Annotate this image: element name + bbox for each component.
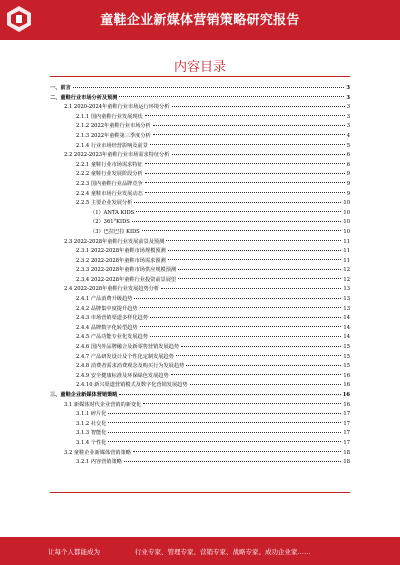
toc-entry-label: 3.1.3 智能化 [76, 430, 107, 437]
toc-entry-page-number: 18 [343, 459, 350, 466]
toc-dot-leader [119, 394, 340, 395]
toc-entry-page-number: 6 [346, 152, 350, 159]
toc-entry-label: 2.3 2022-2028年童鞋行业发展前景及预测 [64, 238, 165, 245]
toc-entry[interactable] [50, 113, 350, 123]
toc-dot-leader [145, 182, 345, 183]
footer-slogan-right: 行业专家、管理专家、营销专家、战略专家、成功企业家…… [135, 548, 311, 556]
toc-entry-page-number: 10 [343, 228, 350, 235]
toc-entry[interactable] [50, 180, 350, 190]
toc-entry[interactable] [50, 218, 350, 228]
toc-entry-label: 2.4.4 品牌数字化转型趋势 [76, 324, 138, 331]
toc-entry-page-number: 11 [343, 248, 350, 255]
toc-entry-label: 3.1.4 个性化 [76, 439, 107, 446]
toc-dot-leader [140, 326, 342, 327]
toc-entry[interactable] [50, 142, 350, 152]
toc-entry-label: 2.4.9 安全健康标准及环保绿色发展趋势 [76, 372, 169, 379]
toc-dot-leader [153, 125, 345, 126]
toc-entry-page-number: 9 [346, 171, 350, 178]
toc-dot-leader [108, 413, 341, 414]
toc-dot-leader [145, 192, 345, 193]
toc-entry[interactable] [50, 266, 350, 276]
toc-entry-page-number: 14 [343, 334, 350, 341]
toc-entry[interactable] [50, 247, 350, 257]
toc-entry[interactable] [50, 362, 350, 372]
toc-entry[interactable] [50, 449, 350, 459]
toc-entry[interactable] [50, 314, 350, 324]
toc-entry-label: 2.2.1 童鞋行业市场需求特征 [76, 161, 143, 168]
toc-dot-leader [145, 115, 345, 116]
toc-entry-label: 2.3.1 2022-2028年童鞋市场规模预测 [76, 248, 166, 255]
toc-entry-label: 3.1.2 社交化 [76, 420, 107, 427]
toc-entry-label: 2.4 2022-2028年童鞋行业发展趋势分析 [64, 286, 160, 293]
toc-entry-page-number: 11 [343, 238, 350, 245]
toc-dot-leader [108, 422, 341, 423]
toc-entry-label: 3.2.1 内容营销策略 [76, 459, 122, 466]
footer-slogan-left: 让每个人都能成为 [48, 548, 100, 556]
toc-entry-label: 2.4.8 消费者需求消费观念及购买行为发展趋势 [76, 363, 185, 370]
toc-dot-leader [145, 163, 345, 164]
toc-entry-label: 2.4.5 产品功能专业化发展趋势 [76, 334, 148, 341]
toc-entry-page-number: 13 [343, 286, 350, 293]
toc-entry-page-number: 16 [343, 401, 350, 408]
toc-entry-label: 2.2.4 童鞋市场行业发展动态 [76, 190, 143, 197]
toc-entry-label: （1）ANTA KIDS [90, 209, 135, 216]
toc-entry[interactable] [50, 209, 350, 219]
toc-entry-label: 三、童鞋企业新媒体营销策略 [50, 392, 118, 398]
toc-entry-page-number: 9 [346, 180, 350, 187]
toc-dot-leader [133, 451, 341, 452]
toc-dot-leader [181, 346, 341, 347]
toc-entry[interactable] [50, 420, 350, 430]
toc-dot-leader [134, 298, 341, 299]
toc-entry-page-number: 3 [346, 123, 350, 130]
toc-entry-page-number: 11 [343, 257, 350, 264]
toc-entry-label: 二、童鞋行业市场分析及预测 [50, 94, 118, 101]
toc-entry[interactable] [50, 305, 350, 315]
toc-dot-leader [119, 96, 344, 97]
toc-dot-leader [150, 317, 341, 318]
toc-entry-page-number: 16 [343, 382, 350, 389]
toc-entry-page-number: 4 [346, 132, 350, 139]
toc-entry-label: 3.1 新媒体时代企业营销的新变化 [64, 401, 142, 408]
toc-dot-leader [186, 365, 341, 366]
toc-entry[interactable] [50, 94, 350, 104]
toc-entry-label: 2.3.2 2022-2028年童鞋市场需求预测 [76, 257, 166, 264]
toc-entry-page-number: 3 [346, 113, 350, 120]
toc-dot-leader [168, 250, 342, 251]
toc-entry-page-number: 15 [343, 344, 350, 351]
toc-dot-leader [136, 211, 341, 212]
toc-entry-page-number: 13 [343, 305, 350, 312]
toc-entry[interactable] [50, 372, 350, 382]
toc-title: 内容目录 [173, 60, 226, 75]
toc-dot-leader [132, 221, 342, 222]
toc-entry[interactable] [50, 132, 350, 142]
toc-entry-label: 2.2 2022-2023年童鞋行业市场需求特征分析 [64, 152, 170, 159]
toc-entry[interactable] [50, 381, 350, 391]
toc-entry[interactable] [50, 324, 350, 334]
toc-entry-page-number: 10 [343, 209, 350, 216]
toc-dot-leader [171, 374, 342, 375]
toc-entry[interactable] [50, 170, 350, 180]
toc-entry-page-number: 12 [343, 276, 350, 283]
toc-dot-leader [124, 461, 341, 462]
toc-entry[interactable] [50, 257, 350, 267]
toc-dot-leader [134, 202, 341, 203]
toc-dot-leader [168, 259, 342, 260]
toc-entry-page-number: 17 [343, 430, 350, 437]
toc-entry-page-number: 16 [343, 372, 350, 379]
toc-top-divider [50, 76, 350, 77]
toc-entry-label: 2.4.3 市场营销渠道多样化趋势 [76, 315, 148, 322]
toc-entry-label: 2.2.3 国内童鞋行业品牌竞争 [76, 180, 143, 187]
toc-dot-leader [166, 240, 341, 241]
toc-entry-page-number: 18 [343, 449, 350, 456]
toc-entry-page-number: 17 [343, 411, 350, 418]
toc-entry-label: 2.4.6 国内外品牌融合及新零售营销发展趋势 [76, 344, 180, 351]
toc-dot-leader [178, 269, 341, 270]
toc-entry[interactable] [50, 285, 350, 295]
toc-entry-label: 2.4.10 新兴渠道营销模式及数字化营销发展趋势 [76, 382, 188, 389]
toc-entry-page-number: 14 [343, 315, 350, 322]
toc-dot-leader [108, 432, 341, 433]
toc-entry-label: 2.1.4 行业市场经营影响及前景 [76, 142, 148, 149]
toc-entry-page-number: 3 [346, 104, 350, 111]
toc-dot-leader [143, 403, 341, 404]
toc-dot-leader [172, 106, 345, 107]
toc-entry[interactable] [50, 276, 350, 286]
toc-entry-label: 2.1.2 2022年童鞋行业市场分析 [76, 123, 151, 130]
toc-entry[interactable] [50, 353, 350, 363]
toc-dot-leader [142, 230, 342, 231]
toc-dot-leader [150, 336, 341, 337]
toc-entry[interactable] [50, 122, 350, 132]
toc-bottom-divider [50, 492, 350, 493]
toc-entry[interactable] [50, 103, 350, 113]
footer-bar [0, 537, 400, 565]
toc-entry-label: 一、前言 [50, 85, 71, 91]
toc-entry-page-number: 16 [342, 392, 350, 398]
toc-entry-page-number: 12 [343, 267, 350, 274]
toc-entry[interactable] [50, 458, 350, 468]
toc-dot-leader [153, 134, 345, 135]
toc-entry-label: 2.4.7 产品研发设计及个性化定制发展趋势 [76, 353, 174, 360]
toc-entry[interactable] [50, 410, 350, 420]
toc-entry[interactable] [50, 439, 350, 449]
toc-entry-page-number: 13 [343, 296, 350, 303]
toc-entry-label: 2.1.1 国内童鞋行业发展现状 [76, 113, 143, 120]
toc-entry-label: 3.1.1 碎片化 [76, 411, 107, 418]
toc-dot-leader [172, 154, 345, 155]
toc-entry-page-number: 15 [343, 363, 350, 370]
toc-dot-leader [140, 307, 342, 308]
toc-entry-label: （3）巴拉巴拉 KIDS [90, 228, 140, 235]
toc-dot-leader [178, 278, 341, 279]
toc-entry-page-number: 9 [346, 190, 350, 197]
toc-entry-label: 2.1 2020-2024年童鞋行业市场运行环境分析 [64, 104, 170, 111]
toc-entry-label: 2.1.3 2022年童鞋第三季度分析 [76, 132, 151, 139]
toc-entry-page-number: 5 [346, 142, 350, 149]
toc-entry[interactable] [50, 429, 350, 439]
toc-entry[interactable] [50, 333, 350, 343]
toc-dot-leader [73, 87, 345, 88]
toc-entry-page-number: 3 [346, 85, 350, 91]
toc-entry[interactable] [50, 151, 350, 161]
report-title: 童鞋企业新媒体营销策略研究报告 [100, 13, 300, 28]
toc-entry[interactable] [50, 161, 350, 171]
toc-entry-page-number: 6 [346, 161, 350, 168]
toc-entry[interactable] [50, 228, 350, 238]
toc-entry-page-number: 10 [343, 200, 350, 207]
toc-entry-page-number: 3 [346, 94, 350, 101]
toc-dot-leader [161, 288, 341, 289]
toc-entry[interactable] [50, 401, 350, 411]
toc-entry[interactable] [50, 84, 350, 94]
toc-entry[interactable] [50, 238, 350, 248]
toc-entry-label: 2.4.2 品牌集中度提升趋势 [76, 305, 138, 312]
toc-entry-page-number: 14 [343, 324, 350, 331]
toc-entry-page-number: 17 [343, 420, 350, 427]
toc-entry[interactable] [50, 199, 350, 209]
toc-dot-leader [145, 173, 345, 174]
toc-dot-leader [108, 441, 341, 442]
toc-entry[interactable] [50, 190, 350, 200]
table-of-contents [50, 84, 350, 468]
toc-entry[interactable] [50, 391, 350, 401]
toc-dot-leader [150, 144, 345, 145]
toc-entry-label: （2）361°KIDS [90, 219, 130, 226]
header-bar [0, 0, 400, 40]
toc-entry-label: 2.2.2 童鞋行业发展阶段分析 [76, 171, 143, 178]
toc-entry-label: 2.4.1 产品消费升级趋势 [76, 296, 133, 303]
toc-entry-label: 3.2 童鞋企业新媒体营销策略 [64, 449, 131, 456]
toc-entry-label: 2.3.4 2022-2028年童鞋行业投资前景展望 [76, 276, 177, 283]
toc-entry-label: 2.2.5 主要企业发展分析 [76, 200, 133, 207]
toc-dot-leader [176, 355, 342, 356]
toc-entry[interactable] [50, 343, 350, 353]
toc-entry-page-number: 17 [343, 439, 350, 446]
toc-dot-leader [190, 384, 342, 385]
toc-entry-label: 2.3.3 2022-2028年童鞋市场供应规模预测 [76, 267, 177, 274]
toc-entry-page-number: 10 [343, 219, 350, 226]
toc-entry-page-number: 15 [343, 353, 350, 360]
toc-entry[interactable] [50, 295, 350, 305]
